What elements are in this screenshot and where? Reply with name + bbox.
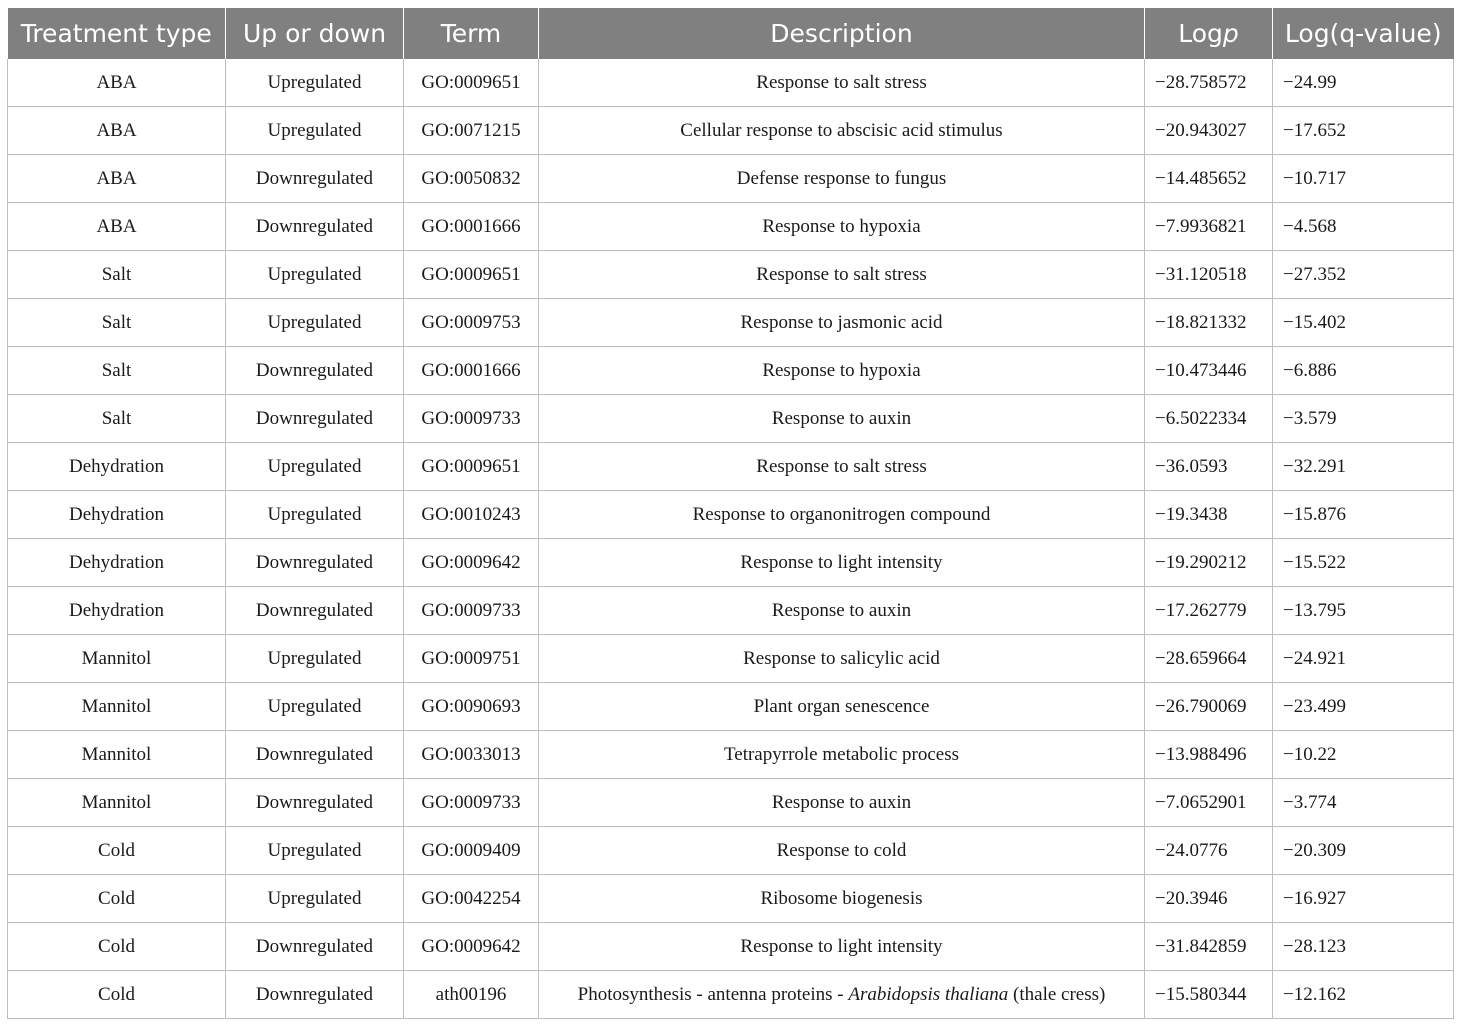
cell-term: GO:0009751 [404, 635, 539, 683]
cell-logp: −28.758572 [1145, 59, 1273, 107]
cell-up-or-down: Upregulated [226, 827, 404, 875]
cell-logq: −15.522 [1273, 539, 1454, 587]
cell-logp: −20.3946 [1145, 875, 1273, 923]
cell-logp: −19.3438 [1145, 491, 1273, 539]
table-row-last [8, 971, 1454, 1019]
table-row [8, 587, 1454, 635]
cell-term: ath00196 [404, 971, 539, 1019]
cell-treatment: Cold [8, 971, 226, 1019]
cell-logp: −13.988496 [1145, 731, 1273, 779]
cell-description: Response to light intensity [539, 923, 1145, 971]
cell-logp: −6.5022334 [1145, 395, 1273, 443]
cell-logq: −10.22 [1273, 731, 1454, 779]
cell-term: GO:0010243 [404, 491, 539, 539]
table-row [8, 155, 1454, 203]
cell-up-or-down: Downregulated [226, 155, 404, 203]
cell-description: Response to auxin [539, 779, 1145, 827]
cell-term: GO:0009651 [404, 443, 539, 491]
cell-up-or-down: Upregulated [226, 251, 404, 299]
cell-logp: −31.120518 [1145, 251, 1273, 299]
cell-logq: −10.717 [1273, 155, 1454, 203]
cell-treatment: Salt [8, 395, 226, 443]
cell-term: GO:0009409 [404, 827, 539, 875]
cell-term: GO:0033013 [404, 731, 539, 779]
cell-up-or-down: Downregulated [226, 971, 404, 1019]
table-row [8, 539, 1454, 587]
cell-logp: −19.290212 [1145, 539, 1273, 587]
cell-treatment: Dehydration [8, 587, 226, 635]
description-pre: Photosynthesis - antenna proteins - [577, 983, 849, 1005]
cell-term: GO:0001666 [404, 203, 539, 251]
cell-treatment: Mannitol [8, 683, 226, 731]
cell-logp: −10.473446 [1145, 347, 1273, 395]
cell-up-or-down: Downregulated [226, 395, 404, 443]
cell-term: GO:0009651 [404, 251, 539, 299]
cell-treatment: Salt [8, 299, 226, 347]
cell-up-or-down: Upregulated [226, 491, 404, 539]
cell-logp: −15.580344 [1145, 971, 1273, 1019]
cell-description: Response to auxin [539, 395, 1145, 443]
table-row [8, 683, 1454, 731]
cell-logp: −7.0652901 [1145, 779, 1273, 827]
header-logp-italic: p [1222, 19, 1239, 48]
cell-logq: −4.568 [1273, 203, 1454, 251]
cell-term: GO:0009733 [404, 587, 539, 635]
cell-up-or-down: Upregulated [226, 443, 404, 491]
cell-treatment: Salt [8, 347, 226, 395]
cell-description: Ribosome biogenesis [539, 875, 1145, 923]
cell-logq: −15.876 [1273, 491, 1454, 539]
cell-term: GO:0050832 [404, 155, 539, 203]
cell-description: Response to auxin [539, 587, 1145, 635]
cell-logp: −14.485652 [1145, 155, 1273, 203]
go-enrichment-table [7, 8, 1454, 1019]
cell-description: Response to light intensity [539, 539, 1145, 587]
table-row [8, 635, 1454, 683]
description-post: (thale cress) [1008, 983, 1106, 1005]
table-body [8, 59, 1454, 1019]
header-treatment-type: Treatment type [8, 8, 226, 59]
cell-up-or-down: Downregulated [226, 731, 404, 779]
cell-treatment: ABA [8, 59, 226, 107]
cell-logp: −24.0776 [1145, 827, 1273, 875]
cell-logp: −20.943027 [1145, 107, 1273, 155]
table-row [8, 827, 1454, 875]
cell-up-or-down: Upregulated [226, 299, 404, 347]
cell-description: Response to salt stress [539, 443, 1145, 491]
header-row [8, 8, 1454, 59]
cell-treatment: Mannitol [8, 731, 226, 779]
table-row [8, 107, 1454, 155]
cell-logp: −36.0593 [1145, 443, 1273, 491]
cell-logq: −16.927 [1273, 875, 1454, 923]
table-row [8, 923, 1454, 971]
table-row [8, 299, 1454, 347]
cell-logq: −13.795 [1273, 587, 1454, 635]
cell-description: Response to jasmonic acid [539, 299, 1145, 347]
cell-logq: −15.402 [1273, 299, 1454, 347]
cell-up-or-down: Upregulated [226, 875, 404, 923]
cell-logp: −26.790069 [1145, 683, 1273, 731]
cell-treatment: Dehydration [8, 443, 226, 491]
cell-treatment: Salt [8, 251, 226, 299]
cell-term: GO:0009651 [404, 59, 539, 107]
table-row [8, 347, 1454, 395]
cell-logq: −17.652 [1273, 107, 1454, 155]
cell-up-or-down: Downregulated [226, 347, 404, 395]
cell-treatment: Cold [8, 827, 226, 875]
cell-up-or-down: Downregulated [226, 539, 404, 587]
cell-description: Response to organonitrogen compound [539, 491, 1145, 539]
table-row [8, 395, 1454, 443]
cell-logp: −17.262779 [1145, 587, 1273, 635]
cell-description: Response to hypoxia [539, 203, 1145, 251]
cell-up-or-down: Downregulated [226, 203, 404, 251]
cell-logq: −20.309 [1273, 827, 1454, 875]
cell-logp: −18.821332 [1145, 299, 1273, 347]
cell-logq: −12.162 [1273, 971, 1454, 1019]
table-row [8, 59, 1454, 107]
cell-treatment: Mannitol [8, 635, 226, 683]
table-row [8, 491, 1454, 539]
header-term: Term [404, 8, 539, 59]
cell-description: Plant organ senescence [539, 683, 1145, 731]
cell-treatment: Dehydration [8, 491, 226, 539]
cell-logq: −23.499 [1273, 683, 1454, 731]
cell-description: Response to salt stress [539, 59, 1145, 107]
cell-description [539, 971, 1145, 1019]
cell-logq: −24.99 [1273, 59, 1454, 107]
cell-logq: −32.291 [1273, 443, 1454, 491]
cell-treatment: Cold [8, 923, 226, 971]
cell-up-or-down: Upregulated [226, 683, 404, 731]
cell-description: Cellular response to abscisic acid stimulus [539, 107, 1145, 155]
header-description: Description [539, 8, 1145, 59]
cell-up-or-down: Downregulated [226, 587, 404, 635]
table-row [8, 731, 1454, 779]
cell-description: Defense response to fungus [539, 155, 1145, 203]
cell-logp: −31.842859 [1145, 923, 1273, 971]
cell-term: GO:0009733 [404, 779, 539, 827]
table-row [8, 251, 1454, 299]
cell-description: Response to salt stress [539, 251, 1145, 299]
cell-logq: −3.774 [1273, 779, 1454, 827]
cell-treatment: ABA [8, 107, 226, 155]
cell-term: GO:0009753 [404, 299, 539, 347]
table-row [8, 875, 1454, 923]
cell-term: GO:0009642 [404, 923, 539, 971]
header-logp-prefix: Log [1178, 19, 1223, 48]
cell-term: GO:0071215 [404, 107, 539, 155]
header-logq: Log(q-value) [1273, 8, 1454, 59]
cell-logq: −3.579 [1273, 395, 1454, 443]
description-species: Arabidopsis thaliana [848, 983, 1009, 1005]
table-row [8, 443, 1454, 491]
cell-description: Response to salicylic acid [539, 635, 1145, 683]
table-row [8, 779, 1454, 827]
cell-treatment: Mannitol [8, 779, 226, 827]
header-up-or-down: Up or down [226, 8, 404, 59]
cell-term: GO:0042254 [404, 875, 539, 923]
cell-up-or-down: Upregulated [226, 107, 404, 155]
cell-logq: −24.921 [1273, 635, 1454, 683]
header-logp [1145, 8, 1273, 59]
cell-term: GO:0001666 [404, 347, 539, 395]
cell-description: Tetrapyrrole metabolic process [539, 731, 1145, 779]
table-row [8, 203, 1454, 251]
cell-up-or-down: Upregulated [226, 59, 404, 107]
cell-up-or-down: Downregulated [226, 779, 404, 827]
cell-term: GO:0009642 [404, 539, 539, 587]
cell-logq: −28.123 [1273, 923, 1454, 971]
cell-term: GO:0009733 [404, 395, 539, 443]
cell-logq: −6.886 [1273, 347, 1454, 395]
cell-treatment: Dehydration [8, 539, 226, 587]
cell-description: Response to hypoxia [539, 347, 1145, 395]
cell-treatment: ABA [8, 203, 226, 251]
cell-logp: −7.9936821 [1145, 203, 1273, 251]
cell-logp: −28.659664 [1145, 635, 1273, 683]
cell-treatment: Cold [8, 875, 226, 923]
cell-up-or-down: Downregulated [226, 923, 404, 971]
cell-description: Response to cold [539, 827, 1145, 875]
cell-up-or-down: Upregulated [226, 635, 404, 683]
cell-term: GO:0090693 [404, 683, 539, 731]
cell-logq: −27.352 [1273, 251, 1454, 299]
cell-treatment: ABA [8, 155, 226, 203]
